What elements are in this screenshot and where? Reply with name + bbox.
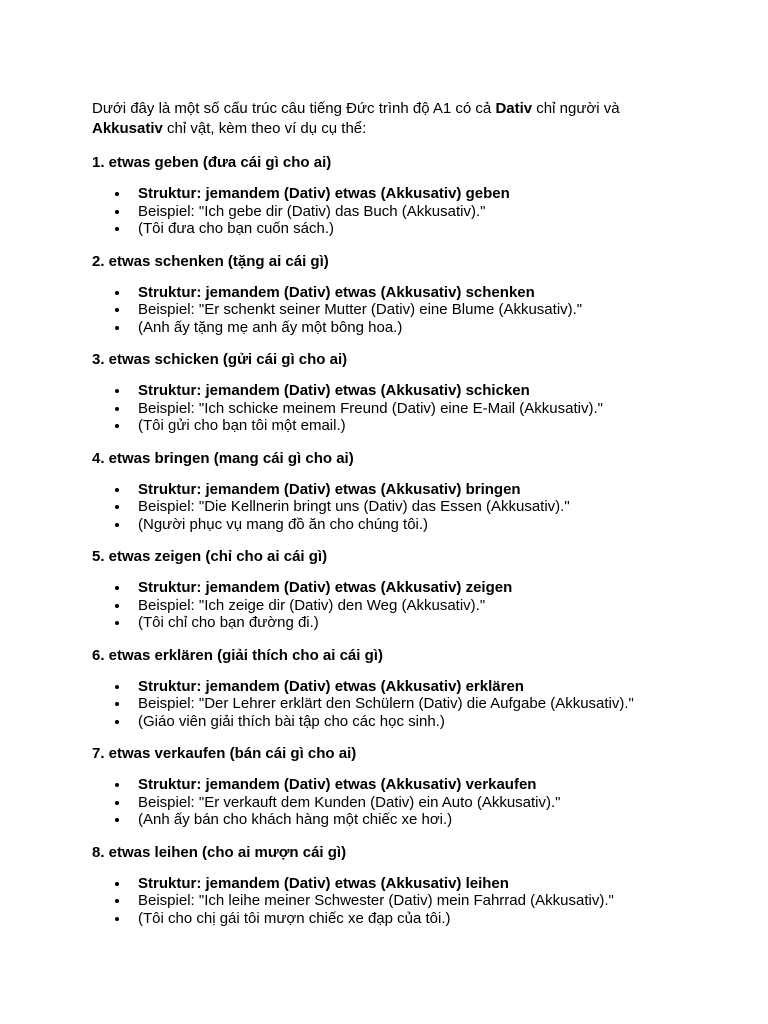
struktur-item: Struktur: jemandem (Dativ) etwas (Akkusativ) leihen — [92, 875, 712, 893]
beispiel-item: Beispiel: "Er verkauft dem Kunden (Dativ) ein Auto (Akkusativ)." — [92, 794, 712, 812]
translation-item: (Tôi chỉ cho bạn đường đi.) — [92, 614, 712, 632]
translation-item: (Giáo viên giải thích bài tập cho các học sinh.) — [92, 713, 712, 731]
intro-akkusativ: Akkusativ — [92, 120, 163, 137]
translation-item: (Tôi gửi cho bạn tôi một email.) — [92, 417, 712, 435]
section-leihen — [92, 843, 712, 928]
beispiel-item: Beispiel: "Ich leihe meiner Schwester (Dativ) mein Fahrrad (Akkusativ)." — [92, 892, 712, 910]
struktur-item: Struktur: jemandem (Dativ) etwas (Akkusativ) schenken — [92, 284, 712, 302]
section-zeigen — [92, 547, 712, 632]
translation-item: (Anh ấy bán cho khách hàng một chiếc xe hơi.) — [92, 811, 712, 829]
intro-dativ: Dativ — [495, 100, 533, 117]
struktur-item: Struktur: jemandem (Dativ) etwas (Akkusativ) bringen — [92, 481, 712, 499]
translation-item: (Tôi cho chị gái tôi mượn chiếc xe đạp của tôi.) — [92, 910, 712, 928]
bullet-list — [92, 382, 712, 435]
section-erklaeren — [92, 646, 712, 731]
document-page — [92, 99, 712, 927]
translation-item: (Tôi đưa cho bạn cuốn sách.) — [92, 220, 712, 238]
translation-item: (Người phục vụ mang đồ ăn cho chúng tôi.) — [92, 516, 712, 534]
section-heading: 3. etwas schicken (gửi cái gì cho ai) — [92, 351, 348, 368]
section-bringen — [92, 449, 712, 534]
beispiel-item: Beispiel: "Er schenkt seiner Mutter (Dativ) eine Blume (Akkusativ)." — [92, 301, 712, 319]
struktur-item: Struktur: jemandem (Dativ) etwas (Akkusativ) schicken — [92, 382, 712, 400]
translation-item: (Anh ấy tặng mẹ anh ấy một bông hoa.) — [92, 319, 712, 337]
section-heading: 1. etwas geben (đưa cái gì cho ai) — [92, 154, 332, 171]
beispiel-item: Beispiel: "Der Lehrer erklärt den Schülern (Dativ) die Aufgabe (Akkusativ)." — [92, 695, 712, 713]
beispiel-item: Beispiel: "Ich gebe dir (Dativ) das Buch (Akkusativ)." — [92, 203, 712, 221]
struktur-item: Struktur: jemandem (Dativ) etwas (Akkusativ) verkaufen — [92, 776, 712, 794]
struktur-item: Struktur: jemandem (Dativ) etwas (Akkusativ) zeigen — [92, 579, 712, 597]
bullet-list — [92, 185, 712, 238]
bullet-list — [92, 579, 712, 632]
bullet-list — [92, 776, 712, 829]
struktur-item: Struktur: jemandem (Dativ) etwas (Akkusativ) geben — [92, 185, 712, 203]
struktur-item: Struktur: jemandem (Dativ) etwas (Akkusativ) erklären — [92, 678, 712, 696]
beispiel-item: Beispiel: "Die Kellnerin bringt uns (Dativ) das Essen (Akkusativ)." — [92, 498, 712, 516]
intro-text-1: Dưới đây là một số cấu trúc câu tiếng Đức trình độ A1 có cả — [92, 100, 496, 117]
beispiel-item: Beispiel: "Ich schicke meinem Freund (Dativ) eine E-Mail (Akkusativ)." — [92, 400, 712, 418]
section-heading: 6. etwas erklären (giải thích cho ai cái gì) — [92, 646, 383, 664]
section-heading: 8. etwas leihen (cho ai mượn cái gì) — [92, 843, 347, 861]
section-heading: 5. etwas zeigen (chỉ cho ai cái gì) — [92, 548, 328, 565]
beispiel-item: Beispiel: "Ich zeige dir (Dativ) den Weg (Akkusativ)." — [92, 597, 712, 615]
bullet-list — [92, 678, 712, 731]
section-heading: 4. etwas bringen (mang cái gì cho ai) — [92, 449, 354, 467]
section-schicken — [92, 350, 712, 435]
intro-paragraph — [92, 99, 712, 139]
section-heading: 2. etwas schenken (tặng ai cái gì) — [92, 252, 329, 270]
section-verkaufen — [92, 744, 712, 829]
section-schenken — [92, 252, 712, 337]
section-heading: 7. etwas verkaufen (bán cái gì cho ai) — [92, 745, 357, 762]
bullet-list — [92, 481, 712, 534]
bullet-list — [92, 875, 712, 928]
bullet-list — [92, 284, 712, 337]
section-geben — [92, 153, 712, 238]
intro-text-3: chỉ vật, kèm theo ví dụ cụ thể: — [162, 120, 367, 137]
intro-text-2: chỉ người và — [532, 100, 620, 117]
